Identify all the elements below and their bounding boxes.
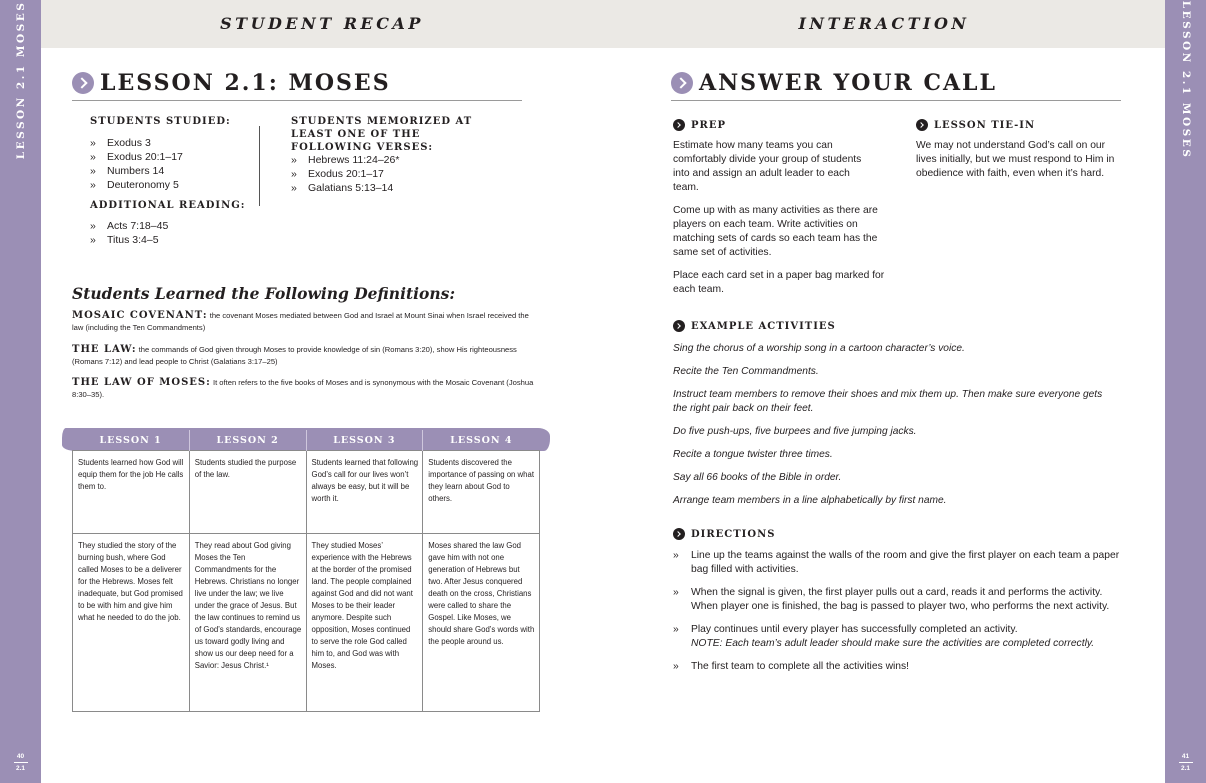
table-cell: Students studied the purpose of the law.	[189, 451, 306, 534]
right-header-band	[603, 0, 1165, 48]
definition-term: THE LAW:	[72, 344, 137, 355]
example-activity: Recite the Ten Commandments.	[673, 366, 819, 377]
definition-law-of-moses	[72, 377, 534, 401]
lesson-title-text: LESSON 2.1: MOSES	[100, 70, 391, 96]
definition-the-law	[72, 344, 534, 368]
left-title-rule	[72, 100, 522, 101]
definition-text: It often refers to the five books of Moses and is synonymous with the Mosaic Covenant (Joshua 8:30–35).	[72, 378, 534, 399]
lesson-tie-in-text: We may not understand God’s call on our lives initially, but we must respond to Him in obedience with faith, even when it’s hard.	[916, 140, 1115, 179]
list-item: » Titus 3:4–5	[90, 233, 250, 247]
example-activities-heading-text: EXAMPLE ACTIVITIES	[691, 320, 836, 332]
lesson-tie-in-heading	[916, 119, 1035, 131]
table-cell: They studied Moses’ experience with the Hebrews at the border of the promised land. The people complained against God and did not want Moses to be their leader anymore. Despite such opposition, Moses continued to serve the role God called him to, and God was with Moses.	[306, 534, 423, 712]
studied-heading: STUDENTS STUDIED:	[90, 116, 231, 127]
chevron-right-icon	[673, 119, 685, 131]
table-cell: They read about God giving Moses the Ten Commandments for the Hebrews. Christians no longer live under the law; we live under the grace of Jesus. But the law continues to remind us of God’s standards, encourage us toward godly living and show us our deep need for a Savior: Jesus Christ.¹	[189, 534, 306, 712]
right-page-title	[671, 70, 997, 96]
column-divider	[259, 126, 260, 206]
chevron-right-icon	[916, 119, 928, 131]
definition-text: the covenant Moses mediated between God and Israel at Mount Sinai when Israel received the law (including the Ten Commandments)	[72, 311, 529, 332]
memorized-heading: STUDENTS MEMORIZED AT LEAST ONE OF THE FOLLOWING VERSES:	[291, 116, 473, 153]
chevron-right-icon	[671, 72, 693, 94]
example-activity: Sing the chorus of a worship song in a cartoon character’s voice.	[673, 343, 965, 354]
table-header-lesson-3: LESSON 3	[306, 430, 423, 451]
memorized-list	[291, 153, 501, 195]
table-row	[73, 534, 540, 712]
left-page-number-sub: 2.1	[15, 765, 26, 772]
lesson-tie-in-heading-text: LESSON TIE-IN	[934, 119, 1036, 131]
example-activity: Do five push-ups, five burpees and five jumping jacks.	[673, 426, 917, 437]
table-header-lesson-1: LESSON 1	[99, 434, 162, 446]
definition-term: MOSAIC COVENANT:	[72, 310, 208, 321]
definition-mosaic-covenant	[72, 310, 534, 334]
right-title-rule	[671, 100, 1121, 101]
list-item: » Acts 7:18–45	[90, 219, 250, 233]
list-item	[673, 623, 1128, 651]
table-cell: Students learned how God will equip them for the job He calls them to.	[73, 451, 190, 534]
example-activities-heading	[673, 320, 836, 332]
table-header-lesson-2: LESSON 2	[189, 430, 306, 451]
prep-paragraph: Place each card set in a paper bag marked for each team.	[673, 270, 885, 295]
list-item: » Line up the teams against the walls of the room and give the first player on each team a paper bag filled with activities.	[673, 549, 1128, 577]
list-item: » When the signal is given, the first player pulls out a card, reads it and performs the activity. When player one is finished, the bag is passed to player two, who performs the next activity.	[673, 586, 1128, 614]
left-header-title: STUDENT RECAP	[220, 14, 424, 33]
list-item: » Hebrews 11:24–26*	[291, 153, 501, 167]
direction-text: Play continues until every player has successfully completed an activity.	[691, 624, 1018, 635]
directions-list	[673, 549, 1128, 683]
directions-heading-text: DIRECTIONS	[691, 528, 776, 540]
prep-paragraph: Estimate how many teams you can comfortably divide your group of students into and assign an adult leader to each team.	[673, 140, 862, 193]
right-page-number-value: 41	[1181, 753, 1190, 760]
left-page-number	[0, 752, 41, 773]
table-cell: They studied the story of the burning bush, where God called Moses to be a deliverer for the Hebrews. Moses felt inadequate, but God promised to be with him and give him what he needed to do the job.	[73, 534, 190, 712]
example-activity: Instruct team members to remove their shoes and mix them up. Then make sure everyone gets the right pair back on their feet.	[673, 389, 1103, 414]
list-item: » Exodus 20:1–17	[90, 150, 250, 164]
left-page-number-value: 40	[16, 753, 25, 760]
example-activity: Recite a tongue twister three times.	[673, 449, 833, 460]
definition-text: the commands of God given through Moses to provide knowledge of sin (Romans 3:20), show His righteousness (Romans 7:12) and lead people to Christ (Galatians 3:17–25)	[72, 345, 517, 366]
table-cell: Moses shared the law God gave him with not one generation of Hebrews but two. After Jesus conquered death on the cross, Christians were called to share the Gospel. Like Moses, we should share God’s words with the people around us.	[423, 534, 540, 712]
definitions-title: Students Learned the Following Definitions:	[72, 284, 456, 303]
right-header-title: INTERACTION	[798, 14, 970, 33]
table-cell: Students learned that following God’s call for our lives won’t always be easy, but it will be worth it.	[306, 451, 423, 534]
example-activity: Say all 66 books of the Bible in order.	[673, 472, 842, 483]
list-item: » Galatians 5:13–14	[291, 181, 501, 195]
right-side-tab	[1165, 0, 1206, 783]
prep-paragraph: Come up with as many activities as there are players on each team. Write activities on matching sets of cards so each team has the same set of activities.	[673, 205, 878, 258]
studied-list	[90, 136, 250, 192]
prep-heading	[673, 119, 726, 131]
table-row	[73, 451, 540, 534]
list-item: » Exodus 20:1–17	[291, 167, 501, 181]
right-page-number-sub: 2.1	[1180, 765, 1191, 772]
left-side-label: LESSON 2.1 MOSES	[14, 0, 27, 160]
direction-note: NOTE: Each team’s adult leader should make sure the activities are completed correctly.	[691, 638, 1095, 649]
lessons-table	[72, 430, 540, 712]
right-side-label: LESSON 2.1 MOSES	[1179, 0, 1192, 160]
chevron-right-icon	[673, 320, 685, 332]
example-activity: Arrange team members in a line alphabetically by first name.	[673, 495, 947, 506]
list-item: » Exodus 3	[90, 136, 250, 150]
list-item: » Deuteronomy 5	[90, 178, 250, 192]
additional-reading-heading: ADDITIONAL READING:	[90, 200, 246, 211]
chevron-right-icon	[72, 72, 94, 94]
directions-heading	[673, 528, 775, 540]
list-item: » The first team to complete all the activities wins!	[673, 660, 1128, 674]
table-header-lesson-4: LESSON 4	[423, 430, 540, 451]
left-page-title	[72, 70, 391, 96]
left-side-tab	[0, 0, 41, 783]
activity-title-text: ANSWER YOUR CALL	[699, 70, 997, 96]
list-item: » Numbers 14	[90, 164, 250, 178]
right-page-number	[1165, 752, 1206, 773]
table-cell: Students discovered the importance of passing on what they learn about God to others.	[423, 451, 540, 534]
definition-term: THE LAW OF MOSES:	[72, 377, 211, 388]
additional-reading-list	[90, 219, 250, 247]
prep-heading-text: PREP	[691, 119, 726, 131]
chevron-right-icon	[673, 528, 685, 540]
left-header-band	[41, 0, 603, 48]
